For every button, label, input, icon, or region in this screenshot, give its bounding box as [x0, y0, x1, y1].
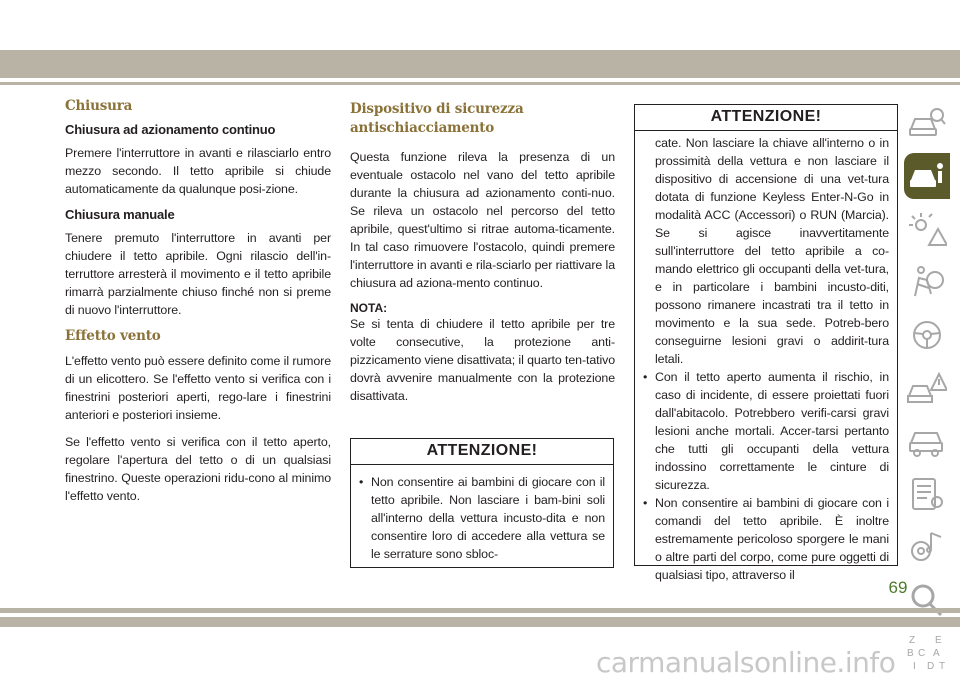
header-rule: [0, 82, 960, 85]
section-title-chiusura: Chiusura: [65, 98, 133, 114]
warning-bullet: • Non consentire ai bambini di giocare con il tetto apribile. Non lasciare i bam-bini soli all'interno della vettura incusto-dita e non consentire loro di accedere alla vettura se le serrature sono sbloc-: [355, 473, 605, 563]
warning-continued-text: cate. Non lasciare la chiave all'interno o in prossimità della vettura e non lasciare il dispositivo di accensione di una vet-tura dotata di funzione Keyless Enter-N-Go in modalità ACC (Accessori) o RUN (Marcia). Se si agisce inavvertitamente sull'interruttore del tetto apribile a co-mando elettrico gli occupanti della vet-tura, e in particolare i bambini incusto-diti, possono rimanere incastrati tra il tetto in movimento e la sua sede. Potreb-bero conseguirne lesioni gravi o addirit-tura letali.: [655, 136, 889, 366]
section-title-pinch-protection: Dispositivo di sicurezza antischiacciamento: [350, 101, 524, 136]
car-info-icon[interactable]: [904, 153, 950, 199]
index-icon[interactable]: [904, 630, 950, 676]
warning-title: ATTENZIONE!: [351, 439, 613, 465]
header-band: [0, 50, 960, 78]
multimedia-icon[interactable]: [904, 524, 950, 570]
index-letter: B: [907, 648, 914, 659]
index-letter: T: [939, 661, 946, 672]
index-letter: E: [935, 635, 942, 646]
warning-box-2: [634, 104, 898, 582]
paragraph-pinch-protection: Questa funzione rileva la presenza di un eventuale ostacolo nel vano del tetto apribile durante la chiusura ad azionamento conti-nuo. Se rileva un ostacolo nel percorso del tetto apribile, quest'ultimo si ritrae automa-ticamente. In tal caso rimuovere l'ostacolo, quindi premere l'interruttore in avanti e rila-sciarlo per riattivare la chiusura ad aziona-mento continuo.: [350, 150, 615, 290]
car-search-icon[interactable]: [904, 100, 950, 146]
note-label: NOTA:: [350, 301, 388, 315]
paragraph-wind-effect-2: Se l'effetto vento si verifica con il tetto aperto, regolare l'apertura del tetto o di un qualsiasi finestrino. Queste operazioni ridu-cono al minimo l'effetto vento.: [65, 435, 331, 503]
paragraph-manual-close: Tenere premuto l'interruttore in avanti per chiudere il tetto apribile. Ogni rilascio dell'in-terruttore arresterà il movimento e il tetto apribile rimarrà parzialmente chiuso finché non si preme di nuovo l'interruttore.: [65, 231, 331, 317]
paragraph-wind-effect-1: L'effetto vento può essere definito come il rumore di un elicottero. Se l'effetto vento si verifica con i finestrini posteriori aperti, rego-lare i finestrini anteriori e posteriori insieme.: [65, 354, 331, 422]
steering-wheel-icon[interactable]: [904, 312, 950, 358]
warning-bullet: • Non consentire ai bambini di giocare con i comandi del tetto apribile. È inoltre estremamente pericoloso sporgere le mani o altre parti del corpo, come pure oggetti di qualsiasi tipo, attraverso il: [639, 494, 889, 584]
airbag-icon[interactable]: [904, 259, 950, 305]
page-number: 69: [888, 578, 908, 597]
footer-rule: [0, 608, 960, 613]
column-left: [65, 98, 331, 514]
index-letter: Z: [909, 635, 916, 646]
watermark: carmanualsonline.info: [596, 646, 896, 679]
warning-box-1: [350, 438, 614, 568]
warning-bullet: • Con il tetto aperto aumenta il rischio, in caso di incidente, di essere proiettati fuori dall'abitacolo. Potrebbero verifi-carsi gravi lesioni anche mortali. Accer-tarsi pertanto che tutti gli occupanti della vettura indossino correttamente le cinture di sicurezza.: [639, 368, 889, 494]
footer-band: [0, 617, 960, 627]
index-letter: A: [933, 648, 940, 659]
section-title-effetto-vento: Effetto vento: [65, 328, 161, 344]
warning-lights-icon[interactable]: [904, 206, 950, 252]
column-middle: [350, 98, 615, 414]
paragraph-continuous-close: Premere l'interruttore in avanti e rilasciarlo entro mezzo secondo. Il tetto apribile si chiude automaticamente da qualunque posi-zione.: [65, 146, 331, 196]
roadside-warning-icon[interactable]: [904, 365, 950, 411]
specifications-icon[interactable]: [904, 471, 950, 517]
subtitle-continuous-close: Chiusura ad azionamento continuo: [65, 122, 276, 137]
index-letter: D: [927, 661, 935, 672]
index-letter: I: [913, 661, 916, 672]
car-service-icon[interactable]: [904, 418, 950, 464]
subtitle-manual-close: Chiusura manuale: [65, 207, 175, 222]
note-text: Se si tenta di chiudere il tetto apribile per tre volte consecutive, la protezione anti-pizzicamento viene disattivata; il quarto ten-tativo dovrà avvenire manualmente con la protezione disattivata.: [350, 317, 615, 403]
index-letter: C: [918, 648, 926, 659]
warning-title: ATTENZIONE!: [635, 105, 897, 131]
